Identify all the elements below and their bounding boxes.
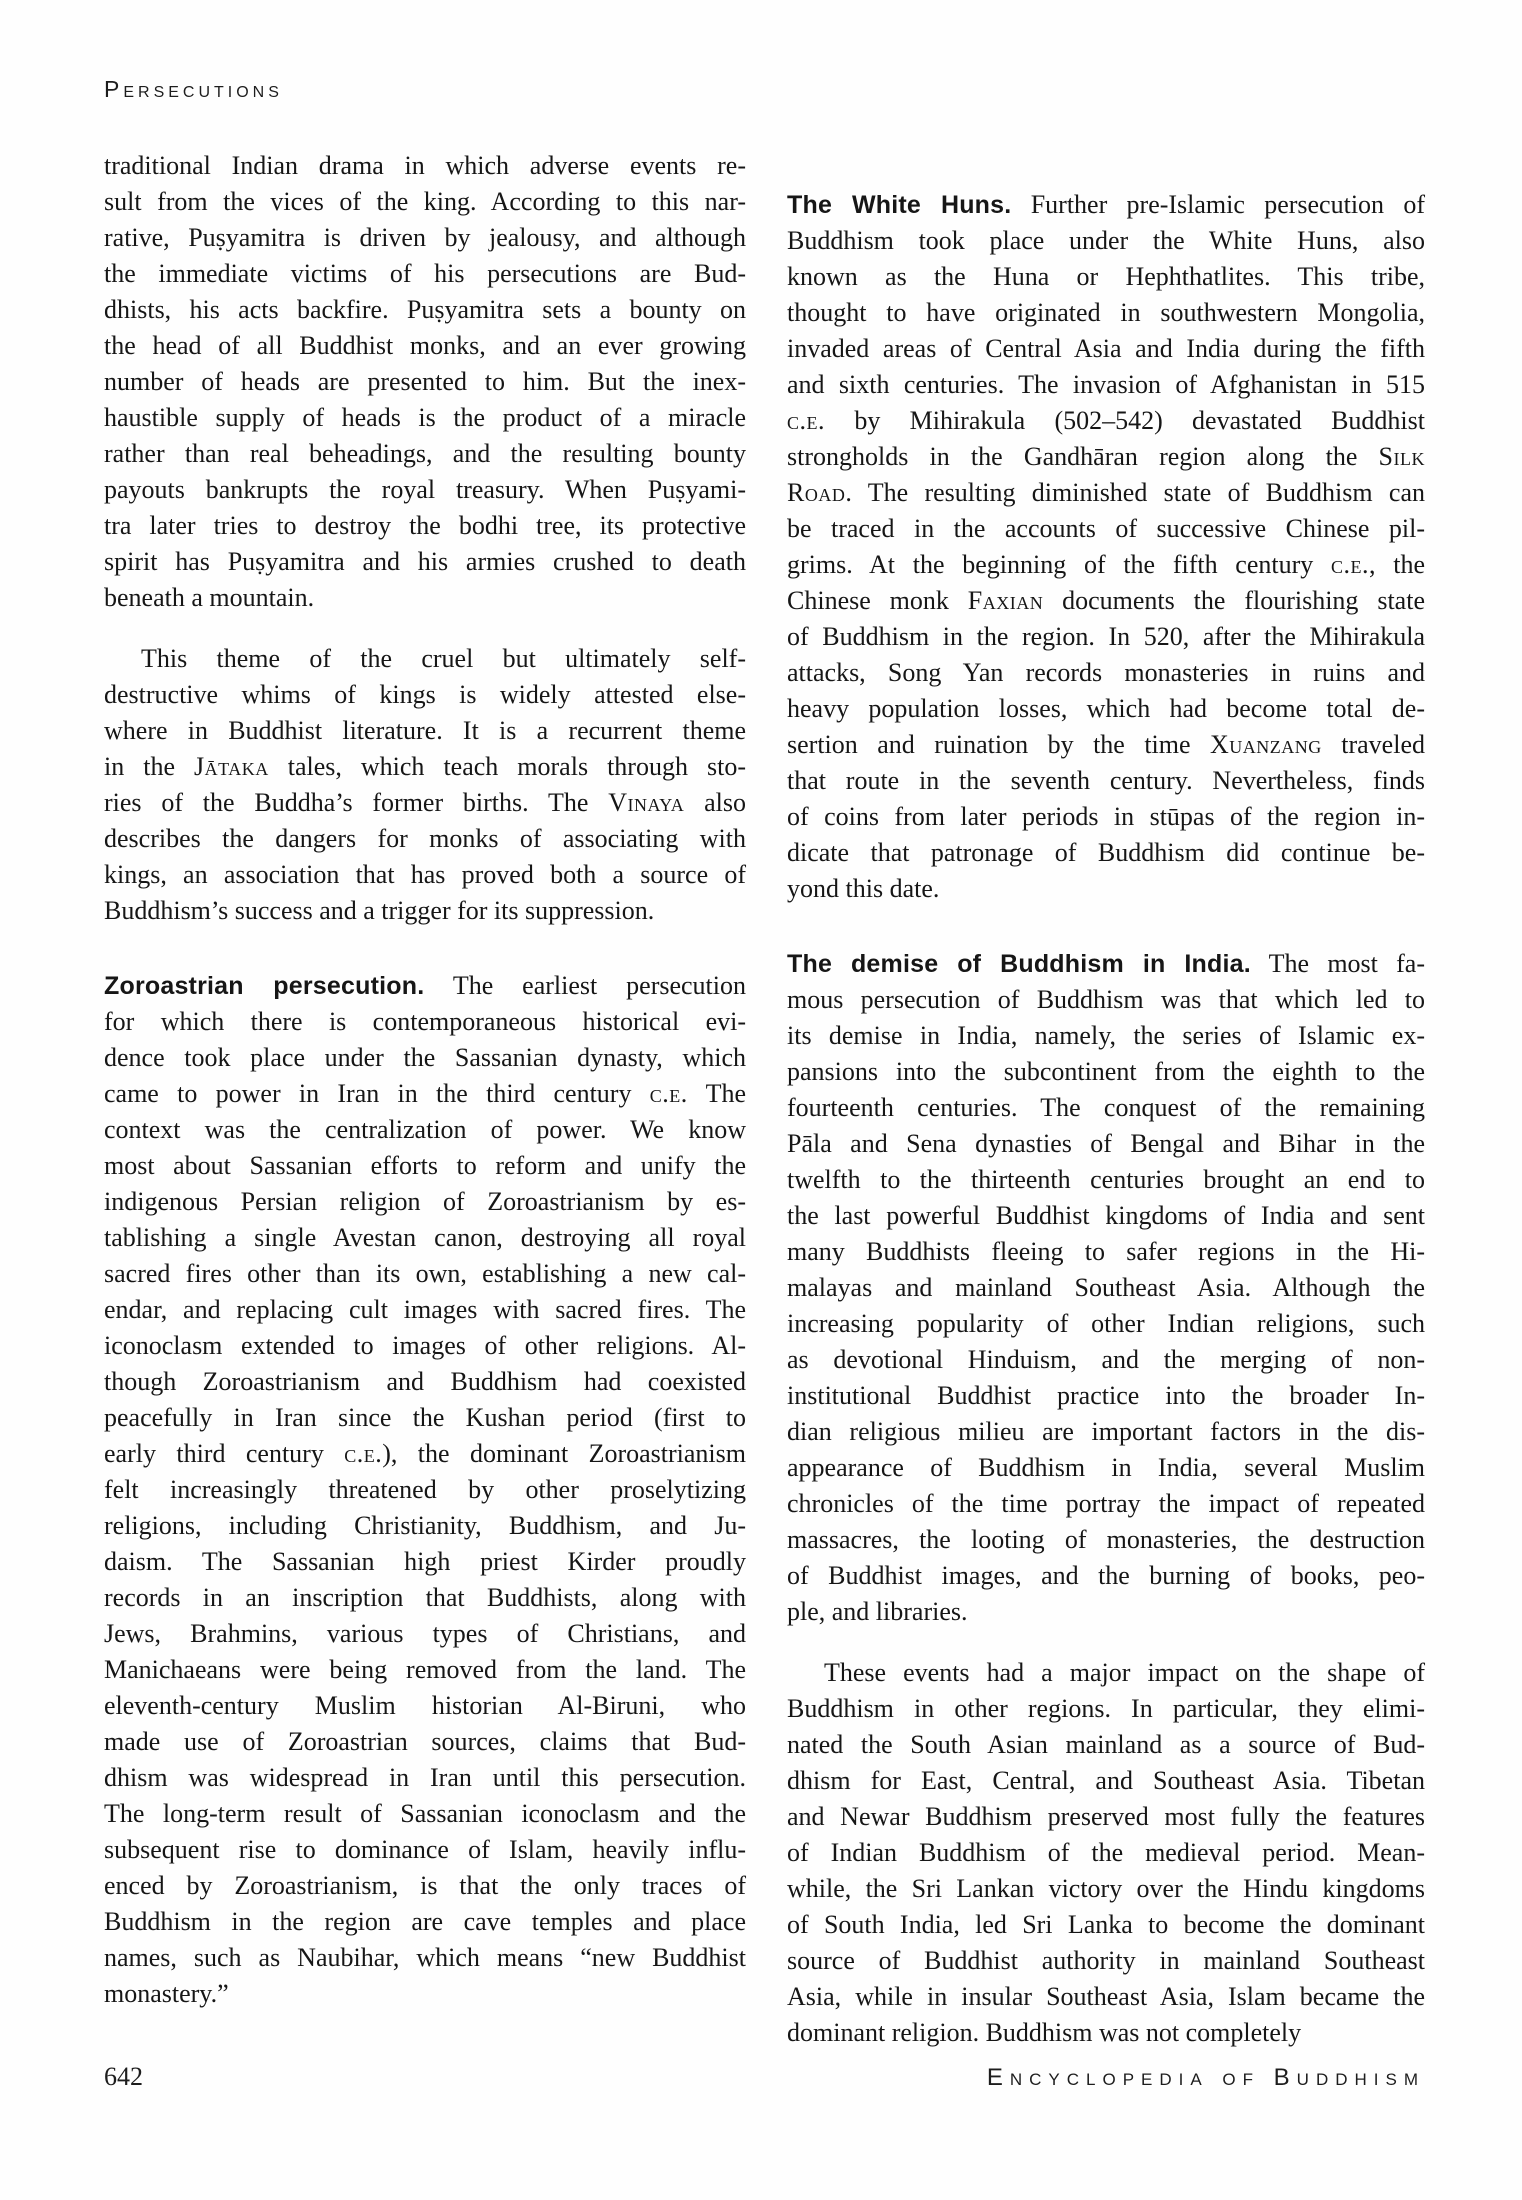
text-line: subsequent rise to dominance of Islam, heavily influ- <box>104 1835 746 1864</box>
text-line: felt increasingly threatened by other proselytizing <box>104 1475 746 1504</box>
text-line: the last powerful Buddhist kingdoms of India and sent <box>787 1201 1425 1230</box>
text-line: sult from the vices of the king. According to this nar- <box>104 187 746 216</box>
section-paragraph <box>787 946 1425 1630</box>
text-line: known as the Huna or Hephthatlites. This tribe, <box>787 262 1425 291</box>
text-line: tra later tries to destroy the bodhi tree, its protective <box>104 511 746 540</box>
paragraph <box>104 148 746 616</box>
text-line: rather than real beheadings, and the resulting bounty <box>104 439 746 468</box>
text-line: of Buddhist images, and the burning of books, peo- <box>787 1561 1425 1590</box>
text-line: and sixth centuries. The invasion of Afghanistan in 515 <box>787 370 1425 399</box>
small-caps-term: Xuanzang <box>1210 730 1322 759</box>
text-line: destructive whims of kings is widely attested else- <box>104 680 746 709</box>
text-line: beneath a mountain. <box>104 583 315 612</box>
paragraph <box>787 1655 1425 2051</box>
text-line: The demise of Buddhism in India. The most fa- <box>787 949 1426 978</box>
text-line: The White Huns. Further pre-Islamic persecution of <box>787 190 1425 219</box>
text-line: Jews, Brahmins, various types of Christians, and <box>104 1619 746 1648</box>
text-line: These events had a major impact on the shape of <box>824 1658 1425 1687</box>
text-line: thought to have originated in southwestern Mongolia, <box>787 298 1425 327</box>
small-caps-term: Faxian <box>967 586 1044 615</box>
text-line: daism. The Sassanian high priest Kirder proudly <box>104 1547 746 1576</box>
text-line: Manichaeans were being removed from the land. The <box>104 1655 746 1684</box>
small-caps-term: c.e. <box>1331 550 1370 579</box>
small-caps-term: Silk <box>1378 442 1425 471</box>
text-line: monastery.” <box>104 1979 229 2008</box>
text-line: invaded areas of Central Asia and India during the fifth <box>787 334 1425 363</box>
running-head: Persecutions <box>104 76 283 102</box>
text-line: fourteenth centuries. The conquest of the remaining <box>787 1093 1425 1122</box>
text-line: Asia, while in insular Southeast Asia, Islam became the <box>787 1982 1425 2011</box>
text-line: its demise in India, namely, the series of Islamic ex- <box>787 1021 1425 1050</box>
text-line: dian religious milieu are important factors in the dis- <box>787 1417 1425 1446</box>
text-line: Pāla and Sena dynasties of Bengal and Bihar in the <box>787 1129 1425 1158</box>
text-line: chronicles of the time portray the impact of repeated <box>787 1489 1425 1518</box>
text-line: dominant religion. Buddhism was not completely <box>787 2018 1302 2047</box>
text-line: the head of all Buddhist monks, and an ever growing <box>104 331 746 360</box>
text-line: Zoroastrian persecution. The earliest persecution <box>104 971 746 1000</box>
text-line: the immediate victims of his persecutions are Bud- <box>104 259 746 288</box>
text-line: though Zoroastrianism and Buddhism had coexisted <box>104 1367 746 1396</box>
small-caps-term: Vinaya <box>608 788 685 817</box>
text-line: institutional Buddhist practice into the broader In- <box>787 1381 1425 1410</box>
small-caps-term: c.e. <box>649 1079 688 1108</box>
left-column <box>104 148 746 2012</box>
text-line: early third century c.e.), the dominant Zoroastrianism <box>104 1439 746 1468</box>
text-line: Buddhism in the region are cave temples and place <box>104 1907 746 1936</box>
text-line: nated the South Asian mainland as a source of Bud- <box>787 1730 1425 1759</box>
text-line: increasing popularity of other Indian religions, such <box>787 1309 1425 1338</box>
small-caps-term: c.e. <box>344 1439 383 1468</box>
text-line: traditional Indian drama in which adverse events re- <box>104 151 746 180</box>
text-line: spirit has Puṣyamitra and his armies crushed to death <box>104 547 746 576</box>
text-line: most about Sassanian efforts to reform and unify the <box>104 1151 746 1180</box>
text-line: iconoclasm extended to images of other religions. Al- <box>104 1331 746 1360</box>
text-line: attacks, Song Yan records monasteries in ruins and <box>787 658 1425 687</box>
text-line: as devotional Hinduism, and the merging of non- <box>787 1345 1425 1374</box>
section-paragraph <box>104 968 746 2012</box>
text-line: Road. The resulting diminished state of Buddhism can <box>787 478 1425 507</box>
text-line: be traced in the accounts of successive Chinese pil- <box>787 514 1425 543</box>
text-line: grims. At the beginning of the fifth century c.e., the <box>787 550 1426 579</box>
text-line: dhists, his acts backfire. Puṣyamitra sets a bounty on <box>104 295 746 324</box>
text-line: Buddhism took place under the White Huns, also <box>787 226 1425 255</box>
text-line: rative, Puṣyamitra is driven by jealousy, and although <box>104 223 746 252</box>
text-line: records in an inscription that Buddhists, along with <box>104 1583 746 1612</box>
text-line: The long-term result of Sassanian iconoclasm and the <box>104 1799 746 1828</box>
page-footer <box>104 2062 1425 2092</box>
text-line: heavy population losses, which had become total de- <box>787 694 1425 723</box>
text-line: mous persecution of Buddhism was that which led to <box>787 985 1425 1014</box>
text-line: twelfth to the thirteenth centuries brought an end to <box>787 1165 1425 1194</box>
text-line: that route in the seventh century. Nevertheless, finds <box>787 766 1425 795</box>
text-line: and Newar Buddhism preserved most fully the features <box>787 1802 1425 1831</box>
text-line: yond this date. <box>787 874 940 903</box>
text-line: came to power in Iran in the third century c.e. The <box>104 1079 747 1108</box>
text-line: ries of the Buddha’s former births. The Vinaya also <box>104 788 746 817</box>
text-line: for which there is contemporaneous historical evi- <box>104 1007 746 1036</box>
text-line: peacefully in Iran since the Kushan period (first to <box>104 1403 746 1432</box>
text-line: tablishing a single Avestan canon, destroying all royal <box>104 1223 746 1252</box>
text-line: pansions into the subcontinent from the eighth to the <box>787 1057 1425 1086</box>
text-line: many Buddhists fleeing to safer regions in the Hi- <box>787 1237 1425 1266</box>
text-line: This theme of the cruel but ultimately self- <box>141 644 746 673</box>
paragraph <box>104 641 746 929</box>
text-line: massacres, the looting of monasteries, the destruction <box>787 1525 1425 1554</box>
small-caps-term: Jātaka <box>194 752 269 781</box>
text-line: describes the dangers for monks of associating with <box>104 824 746 853</box>
section-heading: Zoroastrian persecution. <box>104 972 425 1000</box>
text-line: Buddhism in other regions. In particular, they elimi- <box>787 1694 1425 1723</box>
text-line: of coins from later periods in stūpas of the region in- <box>787 802 1425 831</box>
text-line: malayas and mainland Southeast Asia. Although the <box>787 1273 1425 1302</box>
text-line: enced by Zoroastrianism, is that the only traces of <box>104 1871 746 1900</box>
book-title: Encyclopedia of Buddhism <box>986 2064 1425 2091</box>
text-line: religions, including Christianity, Buddhism, and Ju- <box>104 1511 746 1540</box>
text-line: dhism for East, Central, and Southeast Asia. Tibetan <box>787 1766 1425 1795</box>
text-line: c.e. by Mihirakula (502–542) devastated Buddhist <box>787 406 1425 435</box>
text-line: of Buddhism in the region. In 520, after the Mihirakula <box>787 622 1425 651</box>
right-column <box>787 148 1425 2051</box>
text-line: number of heads are presented to him. But the inex- <box>104 367 746 396</box>
text-line: strongholds in the Gandhāran region along the Silk <box>787 442 1425 471</box>
text-line: names, such as Naubihar, which means “new Buddhist <box>104 1943 746 1972</box>
text-line: Chinese monk Faxian documents the flourishing state <box>787 586 1425 615</box>
text-line: kings, an association that has proved both a source of <box>104 860 746 889</box>
text-line: sacred fires other than its own, establishing a new cal- <box>104 1259 746 1288</box>
text-line: of Indian Buddhism of the medieval period. Mean- <box>787 1838 1425 1867</box>
text-line: payouts bankrupts the royal treasury. When Puṣyami- <box>104 475 746 504</box>
text-line: in the Jātaka tales, which teach morals through sto- <box>104 752 746 781</box>
page-number: 642 <box>104 2062 143 2091</box>
text-line: haustible supply of heads is the product of a miracle <box>104 403 746 432</box>
text-line: made use of Zoroastrian sources, claims that Bud- <box>104 1727 746 1756</box>
text-line: endar, and replacing cult images with sacred fires. The <box>104 1295 746 1324</box>
text-line: ple, and libraries. <box>787 1597 968 1626</box>
section-heading: The demise of Buddhism in India. <box>787 950 1251 978</box>
text-line: sertion and ruination by the time Xuanzang traveled <box>787 730 1425 759</box>
text-line: of South India, led Sri Lanka to become the dominant <box>787 1910 1425 1939</box>
small-caps-term: Road <box>787 478 846 507</box>
text-line: Buddhism’s success and a trigger for its suppression. <box>104 896 655 925</box>
text-line: eleventh-century Muslim historian Al-Biruni, who <box>104 1691 746 1720</box>
text-line: dence took place under the Sassanian dynasty, which <box>104 1043 746 1072</box>
text-line: dhism was widespread in Iran until this persecution. <box>104 1763 746 1792</box>
text-line: indigenous Persian religion of Zoroastrianism by es- <box>104 1187 746 1216</box>
section-paragraph <box>787 187 1425 907</box>
text-line: appearance of Buddhism in India, several Muslim <box>787 1453 1425 1482</box>
text-line: source of Buddhist authority in mainland Southeast <box>787 1946 1425 1975</box>
text-line: context was the centralization of power. We know <box>104 1115 746 1144</box>
text-line: where in Buddhist literature. It is a recurrent theme <box>104 716 746 745</box>
section-heading: The White Huns. <box>787 191 1012 219</box>
text-line: while, the Sri Lankan victory over the Hindu kingdoms <box>787 1874 1425 1903</box>
text-line: dicate that patronage of Buddhism did continue be- <box>787 838 1425 867</box>
small-caps-term: c.e. <box>787 406 826 435</box>
